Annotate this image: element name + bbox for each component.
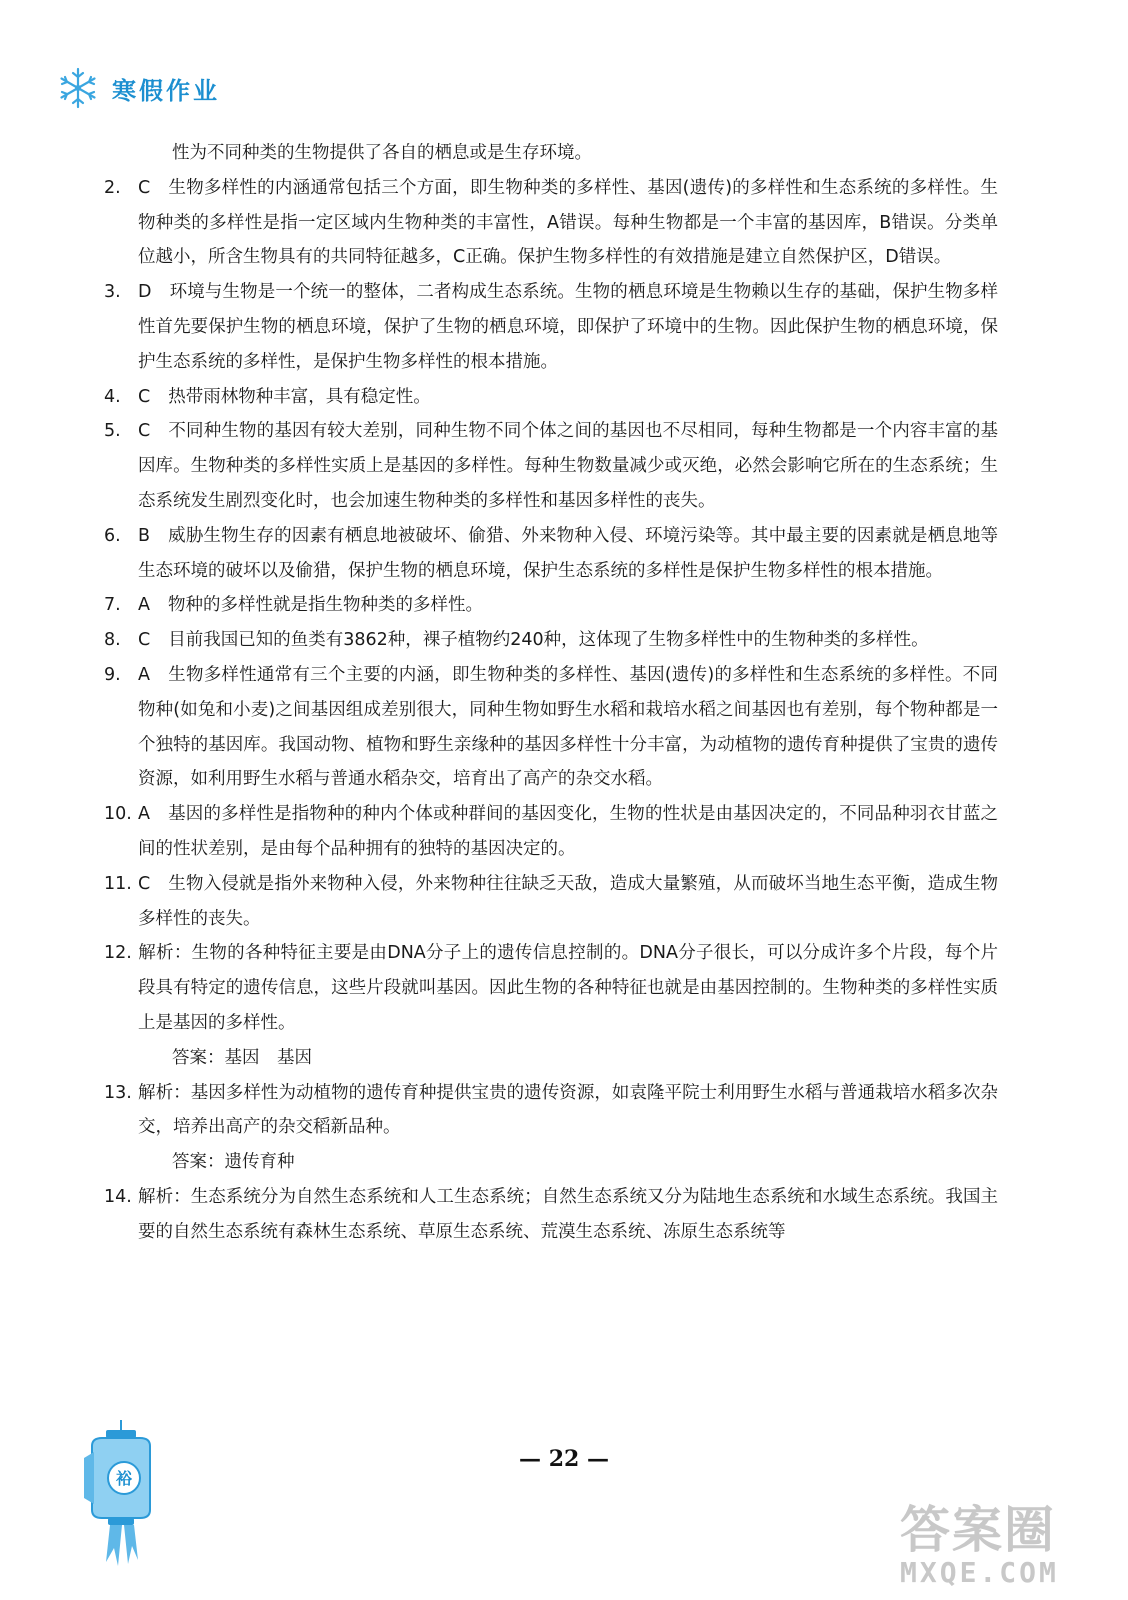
item-answer-letter: A [138,804,150,825]
answer-item-9 [104,658,998,797]
page-header [56,64,220,112]
item-explanation: 威胁生物生存的因素有栖息地被破坏、偷猎、外来物种入侵、环境污染等。其中最主要的因素就是栖息地等生态环境的破坏以及偷猎，保护生物的栖息环境，保护生态系统的多样性是保护生物多样性的根本措施。 [138,525,998,581]
item-number: 14. [104,1186,132,1207]
item-answer-letter: C [138,421,151,442]
item-answer-letter: C [138,386,151,407]
item-number: 8. [104,630,121,651]
answer-item-8 [104,623,998,658]
item-number: 6. [104,525,121,546]
item-explanation: 物种的多样性就是指生物种类的多样性。 [167,595,483,616]
answer-item-2 [104,171,998,275]
item-number: 2. [104,177,121,198]
snowflake-icon [56,66,100,110]
item-number: 3. [104,282,121,303]
answer-item-4 [104,380,998,415]
watermark [900,1490,1120,1594]
answer-line-12: 答案：基因 基因 [172,1047,312,1068]
item-answer-letter: C [138,873,151,894]
item-explanation: 基因的多样性是指物种的种内个体或种群间的基因变化，生物的性状是由基因决定的，不同品种羽衣甘蓝之间的性状差别，是由每个品种拥有的独特的基因决定的。 [138,804,998,859]
item-explanation: 生物多样性通常有三个主要的内涵，即生物种类的多样性、基因(遗传)的多样性和生态系统的多样性。不同物种(如兔和小麦)之间基因组成差别很大，同种生物如野生水稻和栽培水稻之间基因也有差别，每个物种都是一个独特的基因库。我国动物、植物和野生亲缘种的基因多样性十分丰富，为动植物的遗传育种提供了宝贵的遗传资源，如利用野生水稻与普通水稻杂交，培育出了高产的杂交水稻。 [138,664,998,790]
item-explanation: 不同种生物的基因有较大差别，同种生物不同个体之间的基因也不尽相同，每种生物都是一个内容丰富的基因库。生物种类的多样性实质上是基因的多样性。每种生物数量减少或灭绝，必然会影响它所在的生态系统；生态系统发生剧烈变化时，也会加速生物种类的多样性和基因多样性的丧失。 [138,421,998,511]
item-answer-letter: C [138,177,151,198]
answer-item-10 [104,797,998,867]
answer-item-13 [104,1076,998,1146]
item-explanation: 环境与生物是一个统一的整体，二者构成生态系统。生物的栖息环境是生物赖以生存的基础，保护生物多样性首先要保护生物的栖息环境，保护了生物的栖息环境，即保护了环境中的生物。因此保护生物的栖息环境，保护生态系统的多样性，是保护生物多样性的根本措施。 [138,282,998,372]
item-explanation: 目前我国已知的鱼类有3862种，裸子植物约240种，这体现了生物多样性中的生物种类的多样性。 [168,630,929,651]
item-number: 11. [104,873,132,894]
item-number: 5. [104,421,121,442]
lantern-decoration-icon [82,1420,160,1570]
item-explanation: 解析：基因多样性为动植物的遗传育种提供宝贵的遗传资源，如袁隆平院士利用野生水稻与普通栽培水稻多次杂交，培养出高产的杂交稻新品种。 [138,1082,998,1138]
item-explanation: 生物入侵就是指外来物种入侵，外来物种往往缺乏天敌，造成大量繁殖，从而破坏当地生态平衡，造成生物多样性的丧失。 [138,873,998,929]
item-explanation: 解析：生态系统分为自然生态系统和人工生态系统；自然生态系统又分为陆地生态系统和水域生态系统。我国主要的自然生态系统有森林生态系统、草原生态系统、荒漠生态系统、冻原生态系统等 [138,1186,998,1242]
answer-item-11 [104,867,998,937]
intro-paragraph: 性为不同种类的生物提供了各自的栖息或是生存环境。 [172,143,592,163]
item-number: 10. [104,804,132,825]
answer-item-6 [104,519,998,589]
item-answer-letter: D [138,282,152,303]
watermark-domain: MXQE.COM [900,1556,1059,1589]
item-number: 4. [104,386,121,407]
item-number: 7. [104,595,121,616]
item-number: 9. [104,664,121,685]
answer-item-5 [104,414,998,518]
item-answer-letter: A [138,595,150,616]
answer-item-3 [104,275,998,379]
page-number: — 22 — [519,1446,609,1472]
item-explanation: 热带雨林物种丰富，具有稳定性。 [168,386,431,407]
watermark-logo-text: 答案圈 [900,1501,1056,1559]
item-answer-letter: A [138,664,150,685]
answer-item-7 [104,588,998,623]
answer-content [104,136,998,1250]
item-answer-letter: B [138,525,151,546]
item-number: 13. [104,1082,132,1103]
item-answer-letter: C [138,630,151,651]
lantern-char: 裕 [115,1469,133,1488]
header-title: 寒假作业 [112,76,220,105]
answer-line-13: 答案：遗传育种 [172,1152,295,1173]
item-explanation: 生物多样性的内涵通常包括三个方面，即生物种类的多样性、基因(遗传)的多样性和生态系统的多样性。生物种类的多样性是指一定区域内生物种类的丰富性，A错误。每种生物都是一个丰富的基因库，B错误。分类单位越小，所含生物具有的共同特征越多，C正确。保护生物多样性的有效措施是建立自然保护区，D错误。 [138,177,998,268]
item-number: 12. [104,943,132,964]
answer-item-14 [104,1180,998,1250]
item-explanation: 解析：生物的各种特征主要是由DNA分子上的遗传信息控制的。DNA分子很长，可以分成许多个片段，每个片段具有特定的遗传信息，这些片段就叫基因。因此生物的各种特征也就是由基因控制的。生物种类的多样性实质上是基因的多样性。 [138,943,998,1033]
answer-item-12 [104,936,998,1040]
